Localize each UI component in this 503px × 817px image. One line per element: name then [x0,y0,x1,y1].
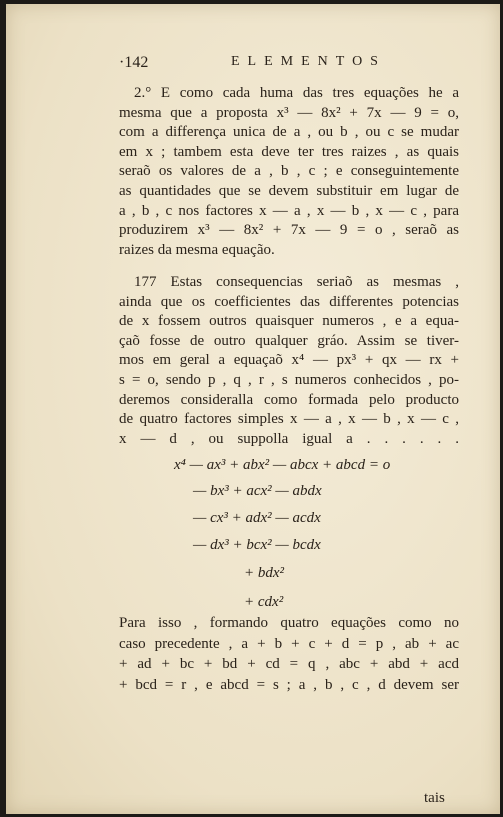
text-line: raizes da mesma equação. [119,241,275,258]
text-line: ainda que os coefficientes das differentes potencias [119,293,459,310]
text-line: Para isso , formando quatro equações como no [119,615,459,631]
equation-row: — cx³ + adx² — acdx [193,510,321,526]
text-line: caso precedente , a + b + c + d = p , ab + ac [119,635,459,652]
text-line: com a differença unica de a , ou b , ou c se mudar [119,124,459,141]
text-line: 2.° E como cada huma das tres equações he a [134,85,459,101]
text-line: 177 Estas consequencias seriaõ as mesmas , [134,274,459,290]
text-line: mesma que a proposta x³ — 8x² + 7x — 9 = o, [119,104,459,121]
page-number: ·142 [119,54,149,71]
text-line: seraõ os valores de a , b , c ; e conseguintemente [119,163,459,180]
equation-row: — bx³ + acx² — abdx [193,483,322,499]
equation-row: + cdx² [244,594,284,610]
equation-row: x⁴ — ax³ + abx² — abcx + abcd = o [174,457,391,473]
text-line: + ad + bc + bd + cd = q , abc + abd + acd [119,656,459,672]
text-line: mos em geral a equaçaõ x⁴ — px³ + qx — rx + [119,352,459,369]
text-line: as quantidades que se devem substituir em lugar de [119,183,459,199]
text-line: s = o, sendo p , q , r , s numeros conhecidos , po- [119,372,459,388]
equation-row: + bdx² [244,565,285,581]
catchword: tais [424,790,445,806]
equation-row: — dx³ + bcx² — bcdx [193,537,321,553]
text-line: a , b , c nos factores x — a , x — b , x — c , para [119,202,459,219]
text-line: + bcd = r , e abcd = s ; a , b , c , d devem ser [119,676,459,693]
text-line: de quatro factores simples x — a , x — b , x — c , [119,411,459,428]
text-line: produzirem x³ — 8x² + 7x — 9 = o , seraõ as [119,222,459,239]
text-line: em x ; tambem esta deve ter tres raizes , as quais [119,143,459,160]
text-line: de x fossem outros quaisquer numeros , e a equa- [119,313,459,330]
book-page [6,4,500,814]
running-title: ELEMENTOS [231,54,386,69]
text-line: deremos consideralla como formada pelo producto [119,391,459,408]
text-line: çaõ fosse de outro qualquer gráo. Assim se tiver- [119,332,459,349]
text-line: x — d , ou suppolla igual a . . . . . . [119,430,459,447]
